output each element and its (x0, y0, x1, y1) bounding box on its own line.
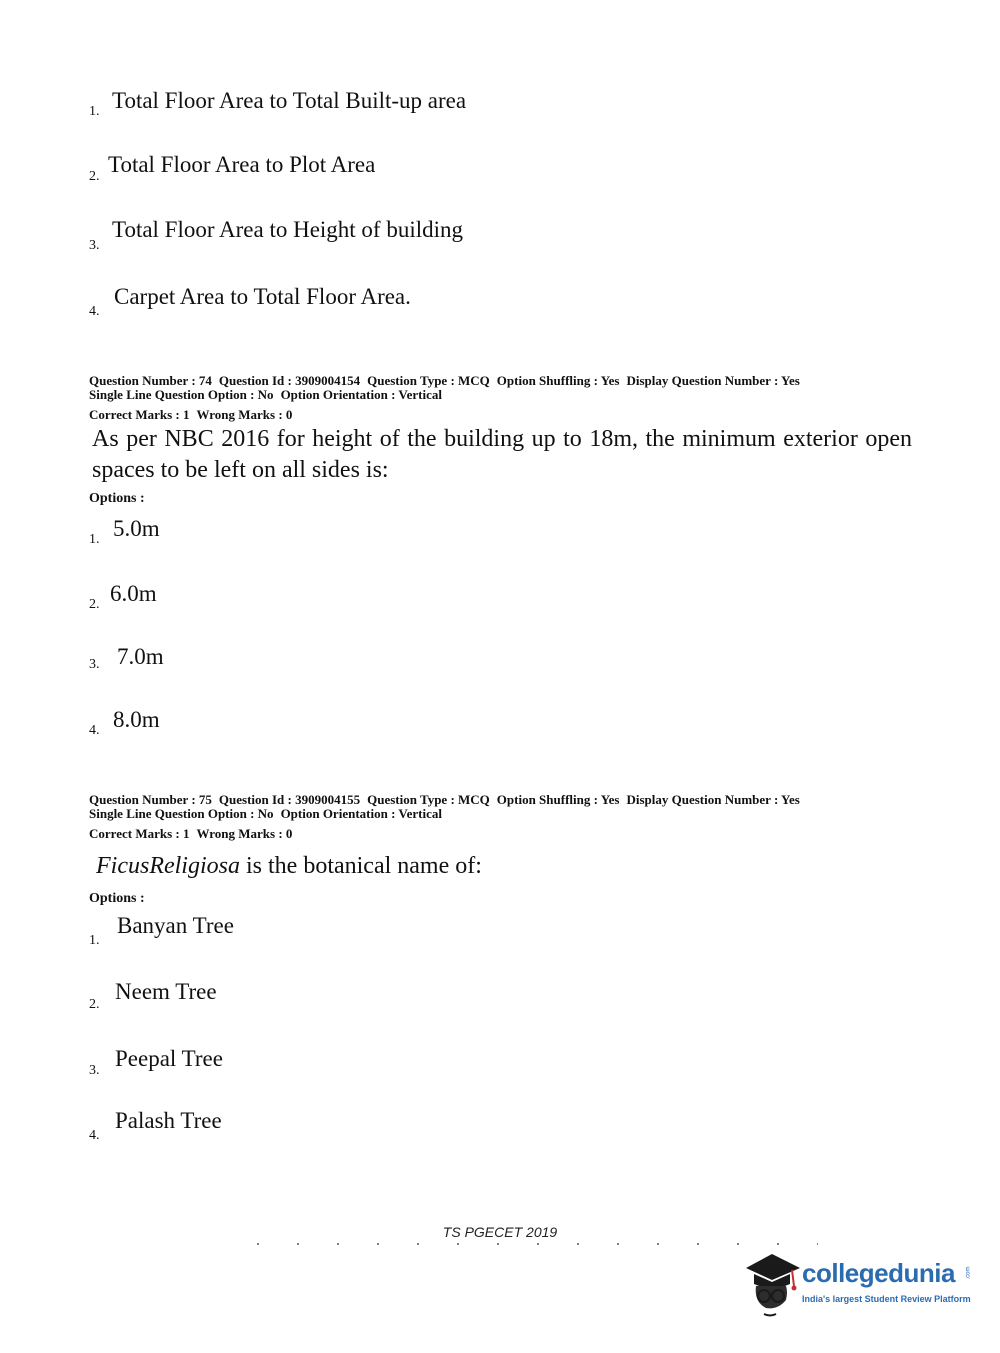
footer-divider (238, 1243, 818, 1245)
graduate-mascot-icon (742, 1248, 802, 1318)
collegedunia-logo (742, 1248, 972, 1318)
question-id: Question Id : 3909004155 (218, 792, 361, 807)
question-meta (89, 793, 807, 841)
option-number: 4. (89, 723, 100, 738)
option-number: 4. (89, 304, 100, 319)
question-meta (89, 374, 807, 422)
single-line-option: Single Line Question Option : No (89, 387, 274, 402)
option-text: Peepal Tree (115, 1046, 223, 1071)
option-text: Neem Tree (115, 979, 217, 1004)
question-text: As per NBC 2016 for height of the building up to 18m, the minimum exterior open spaces to be left on all sides is: (92, 426, 912, 483)
option-text: Palash Tree (115, 1108, 222, 1133)
botanical-name: FicusReligiosa (96, 853, 240, 879)
option-orientation: Option Orientation : Vertical (280, 806, 442, 821)
logo-tagline: India's largest Student Review Platform (802, 1294, 971, 1304)
correct-marks: Correct Marks : 1 (89, 826, 190, 841)
wrong-marks: Wrong Marks : 0 (196, 826, 293, 841)
option-text: Total Floor Area to Plot Area (108, 152, 376, 177)
option-text: 6.0m (110, 581, 157, 606)
question-type: Question Type : MCQ (367, 792, 490, 807)
option-text: Total Floor Area to Height of building (112, 217, 464, 242)
option-number: 2. (89, 997, 100, 1012)
question-text (96, 851, 916, 882)
option-text: Total Floor Area to Total Built-up area (112, 88, 467, 113)
option-number: 2. (89, 597, 100, 612)
options-label: Options : (89, 491, 145, 506)
question-number: Question Number : 75 (89, 792, 212, 807)
option-number: 2. (89, 169, 100, 184)
option-text: 5.0m (113, 516, 160, 541)
display-question-number: Display Question Number : Yes (626, 792, 800, 807)
question-rest: is the botanical name of: (239, 853, 482, 879)
footer-exam-name: TS PGECET 2019 (442, 1224, 558, 1240)
logo-com: .com (965, 1266, 972, 1280)
correct-marks: Correct Marks : 1 (89, 407, 190, 422)
option-shuffling: Option Shuffling : Yes (496, 792, 620, 807)
option-shuffling: Option Shuffling : Yes (496, 373, 620, 388)
option-number: 4. (89, 1128, 100, 1143)
option-number: 3. (89, 657, 100, 672)
option-text: Carpet Area to Total Floor Area. (114, 284, 411, 309)
option-number: 3. (89, 238, 100, 253)
wrong-marks: Wrong Marks : 0 (196, 407, 293, 422)
option-number: 1. (89, 104, 100, 119)
single-line-option: Single Line Question Option : No (89, 806, 274, 821)
option-number: 3. (89, 1063, 100, 1078)
option-text: 7.0m (117, 644, 164, 669)
option-text: Banyan Tree (117, 913, 234, 938)
option-orientation: Option Orientation : Vertical (280, 387, 442, 402)
logo-brand: collegedunia (802, 1258, 955, 1288)
option-text: 8.0m (113, 707, 160, 732)
question-id: Question Id : 3909004154 (218, 373, 361, 388)
option-number: 1. (89, 532, 100, 547)
options-label: Options : (89, 891, 145, 906)
option-number: 1. (89, 933, 100, 948)
display-question-number: Display Question Number : Yes (626, 373, 800, 388)
question-type: Question Type : MCQ (367, 373, 490, 388)
question-number: Question Number : 74 (89, 373, 212, 388)
